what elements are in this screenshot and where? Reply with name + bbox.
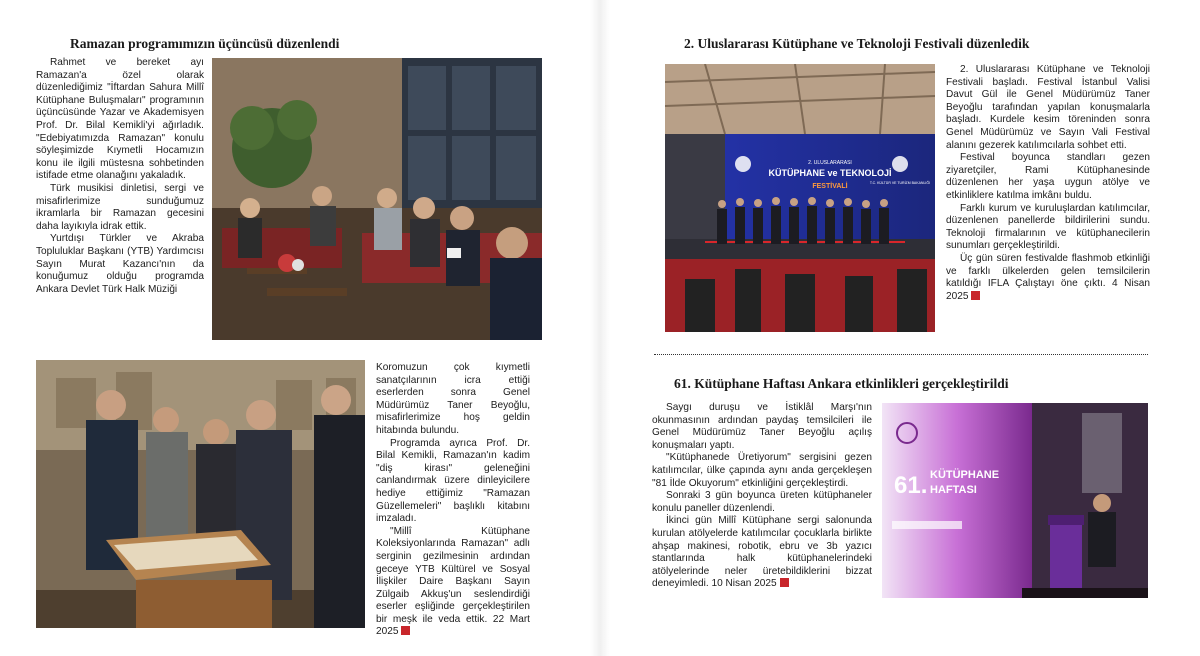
paragraph: Koromuzun çok kıymetli sanatçılarının icra ettiği eserlerden sonra Genel Müdürümüz Taner Beyoğlu, misafirlerimize hoş geldin hitabında bulundu. bbox=[376, 362, 530, 436]
paragraph: İkinci gün Millî Kütüphane sergi salonunda kurulan atölyelerde katılımcılar çocuklarla birlikte ahşap makinesi, robotik, ebru ve 3b yazıcı stantlarında halk kütüphanelerindeki atölyelerinde neler üretebildiklerini bizzat deneyimledi. 10 Nisan 2025 bbox=[652, 515, 872, 590]
paragraph: "Kütüphanede Üretiyorum" sergisini gezen katılımcılar, ülke çapında aynı anda gerçekleşen "81 İlde Okuyorum" etkinliğini gerçekleştirdi. bbox=[652, 452, 872, 489]
paragraph: Programda ayrıca Prof. Dr. Bilal Kemikli, Ramazan'ın kadim "diş kirası" geleneğini canlandırmak üzere dinleyicilere hediye ettiğimiz "Ramazan Güzellemeleri" başlıklı kitabını imzaladı. bbox=[376, 437, 530, 525]
article-festival-text bbox=[946, 64, 1150, 303]
article-ramazan-column bbox=[36, 57, 204, 296]
screen-number: 61. bbox=[894, 472, 928, 499]
photo-panel-discussion bbox=[212, 58, 542, 340]
photo-exhibition-visit bbox=[36, 360, 365, 628]
festival-banner-line2: KÜTÜPHANE ve TEKNOLOJİ bbox=[768, 168, 892, 178]
paragraph: Rahmet ve bereket ayı Ramazan'a özel olarak düzenlediğimiz "İftardan Sahura Millî Kütüphane Buluşmaları" programının üçüncüsünde Yazar ve Akademisyen Prof. Dr. Bilal Kemikli'yi ağırladık. "Edebiyatımızda Ramazan" konulu söyleşimizde Kıymetli Hocamızın konu ile ilgili müstesna sohbetinden istifade etme olanağını yakaladık. bbox=[36, 57, 204, 182]
screen-line1: KÜTÜPHANE bbox=[930, 469, 1000, 481]
paragraph: Yurtdışı Türkler ve Akraba Topluluklar Başkanı (YTB) Yardımcısı Sayın Murat Kazancı'nın da konuğumuz olduğu programda Ankara Devlet Türk Halk Müziği bbox=[36, 233, 204, 295]
photo-library-week-speech bbox=[882, 403, 1148, 598]
paragraph: Festival boyunca standları gezen ziyaretçiler, Rami Kütüphanesinde düzenlenen her yaşa uygun atölye ve etkinliklere katılma imkânı buldu. bbox=[946, 152, 1150, 201]
festival-banner-line3: FESTİVALİ bbox=[812, 183, 848, 190]
right-page bbox=[600, 0, 1200, 656]
article-title-festival: 2. Uluslararası Kütüphane ve Teknoloji Festivali düzenledik bbox=[684, 36, 1030, 51]
festival-banner-org: T.C. KÜLTÜR VE TURİZM BAKANLIĞI bbox=[869, 181, 931, 185]
paragraph: 2. Uluslararası Kütüphane ve Teknoloji Festivali başladı. Festival İstanbul Valisi Davut Gül ile Genel Müdürümüz Taner Beyoğlu tarafından yapılan konuşmalarla başladı. Kurdele kesim töreninden sonra Genel Müdürümüz ve Sayın Vali Festival alanını gezerek katılımcılarla sohbet etti. bbox=[946, 64, 1150, 151]
photo-festival-ribbon-cutting bbox=[665, 64, 935, 332]
article-ramazan-continued bbox=[376, 362, 530, 639]
paragraph: Sonraki 3 gün boyunca üreten kütüphaneler konulu paneller düzenlendi. bbox=[652, 490, 872, 514]
paragraph: Üç gün süren festivalde flashmob etkinliği ve farklı ülkelerden gelen temsilcilerin katıldığı IFLA Çalıştayı öne çıktı. 4 Nisan 2025 bbox=[946, 252, 1150, 302]
article-title-library-week: 61. Kütüphane Haftası Ankara etkinlikleri gerçekleştirildi bbox=[674, 376, 1009, 391]
paragraph: Farklı kurum ve kuruluşlardan katılımcılar, düzenlenen panellerde bildirilerini sundu. Teknoloji firmalarının ve kütüphanecilerin sunumları gerçekleştirildi. bbox=[946, 202, 1150, 252]
article-title-ramazan: Ramazan programımızın üçüncüsü düzenlendi bbox=[70, 36, 340, 51]
paragraph: "Millî Kütüphane Koleksiyonlarında Ramazan" adlı serginin gezilmesinin ardından geceye YTB Kültürel ve Sosyal İlişkiler Daire Başkanı Sayın Zülgaib Akkuş'un seslendirdiği eserler eşliğinde gerçekleştirilen bir meşk ile veda ettik. 22 Mart 2025 bbox=[376, 525, 530, 638]
festival-banner-line1: 2. ULUSLARARASI bbox=[808, 160, 852, 166]
paragraph: Saygı duruşu ve İstiklâl Marşı'nın okunmasının ardından paydaş temsilcileri ile Genel Müdürümüz Taner Beyoğlu açılış konuşmaları yaptı. bbox=[652, 402, 872, 451]
screen-line2: HAFTASI bbox=[930, 484, 977, 496]
article-separator bbox=[654, 354, 1148, 355]
article-library-week-text bbox=[652, 402, 872, 591]
paragraph: Türk musikisi dinletisi, sergi ve misafirlerimize sunduğumuz ikramlarla bir Ramazan gecesini daha layıkıyla idrak ettik. bbox=[36, 182, 204, 232]
